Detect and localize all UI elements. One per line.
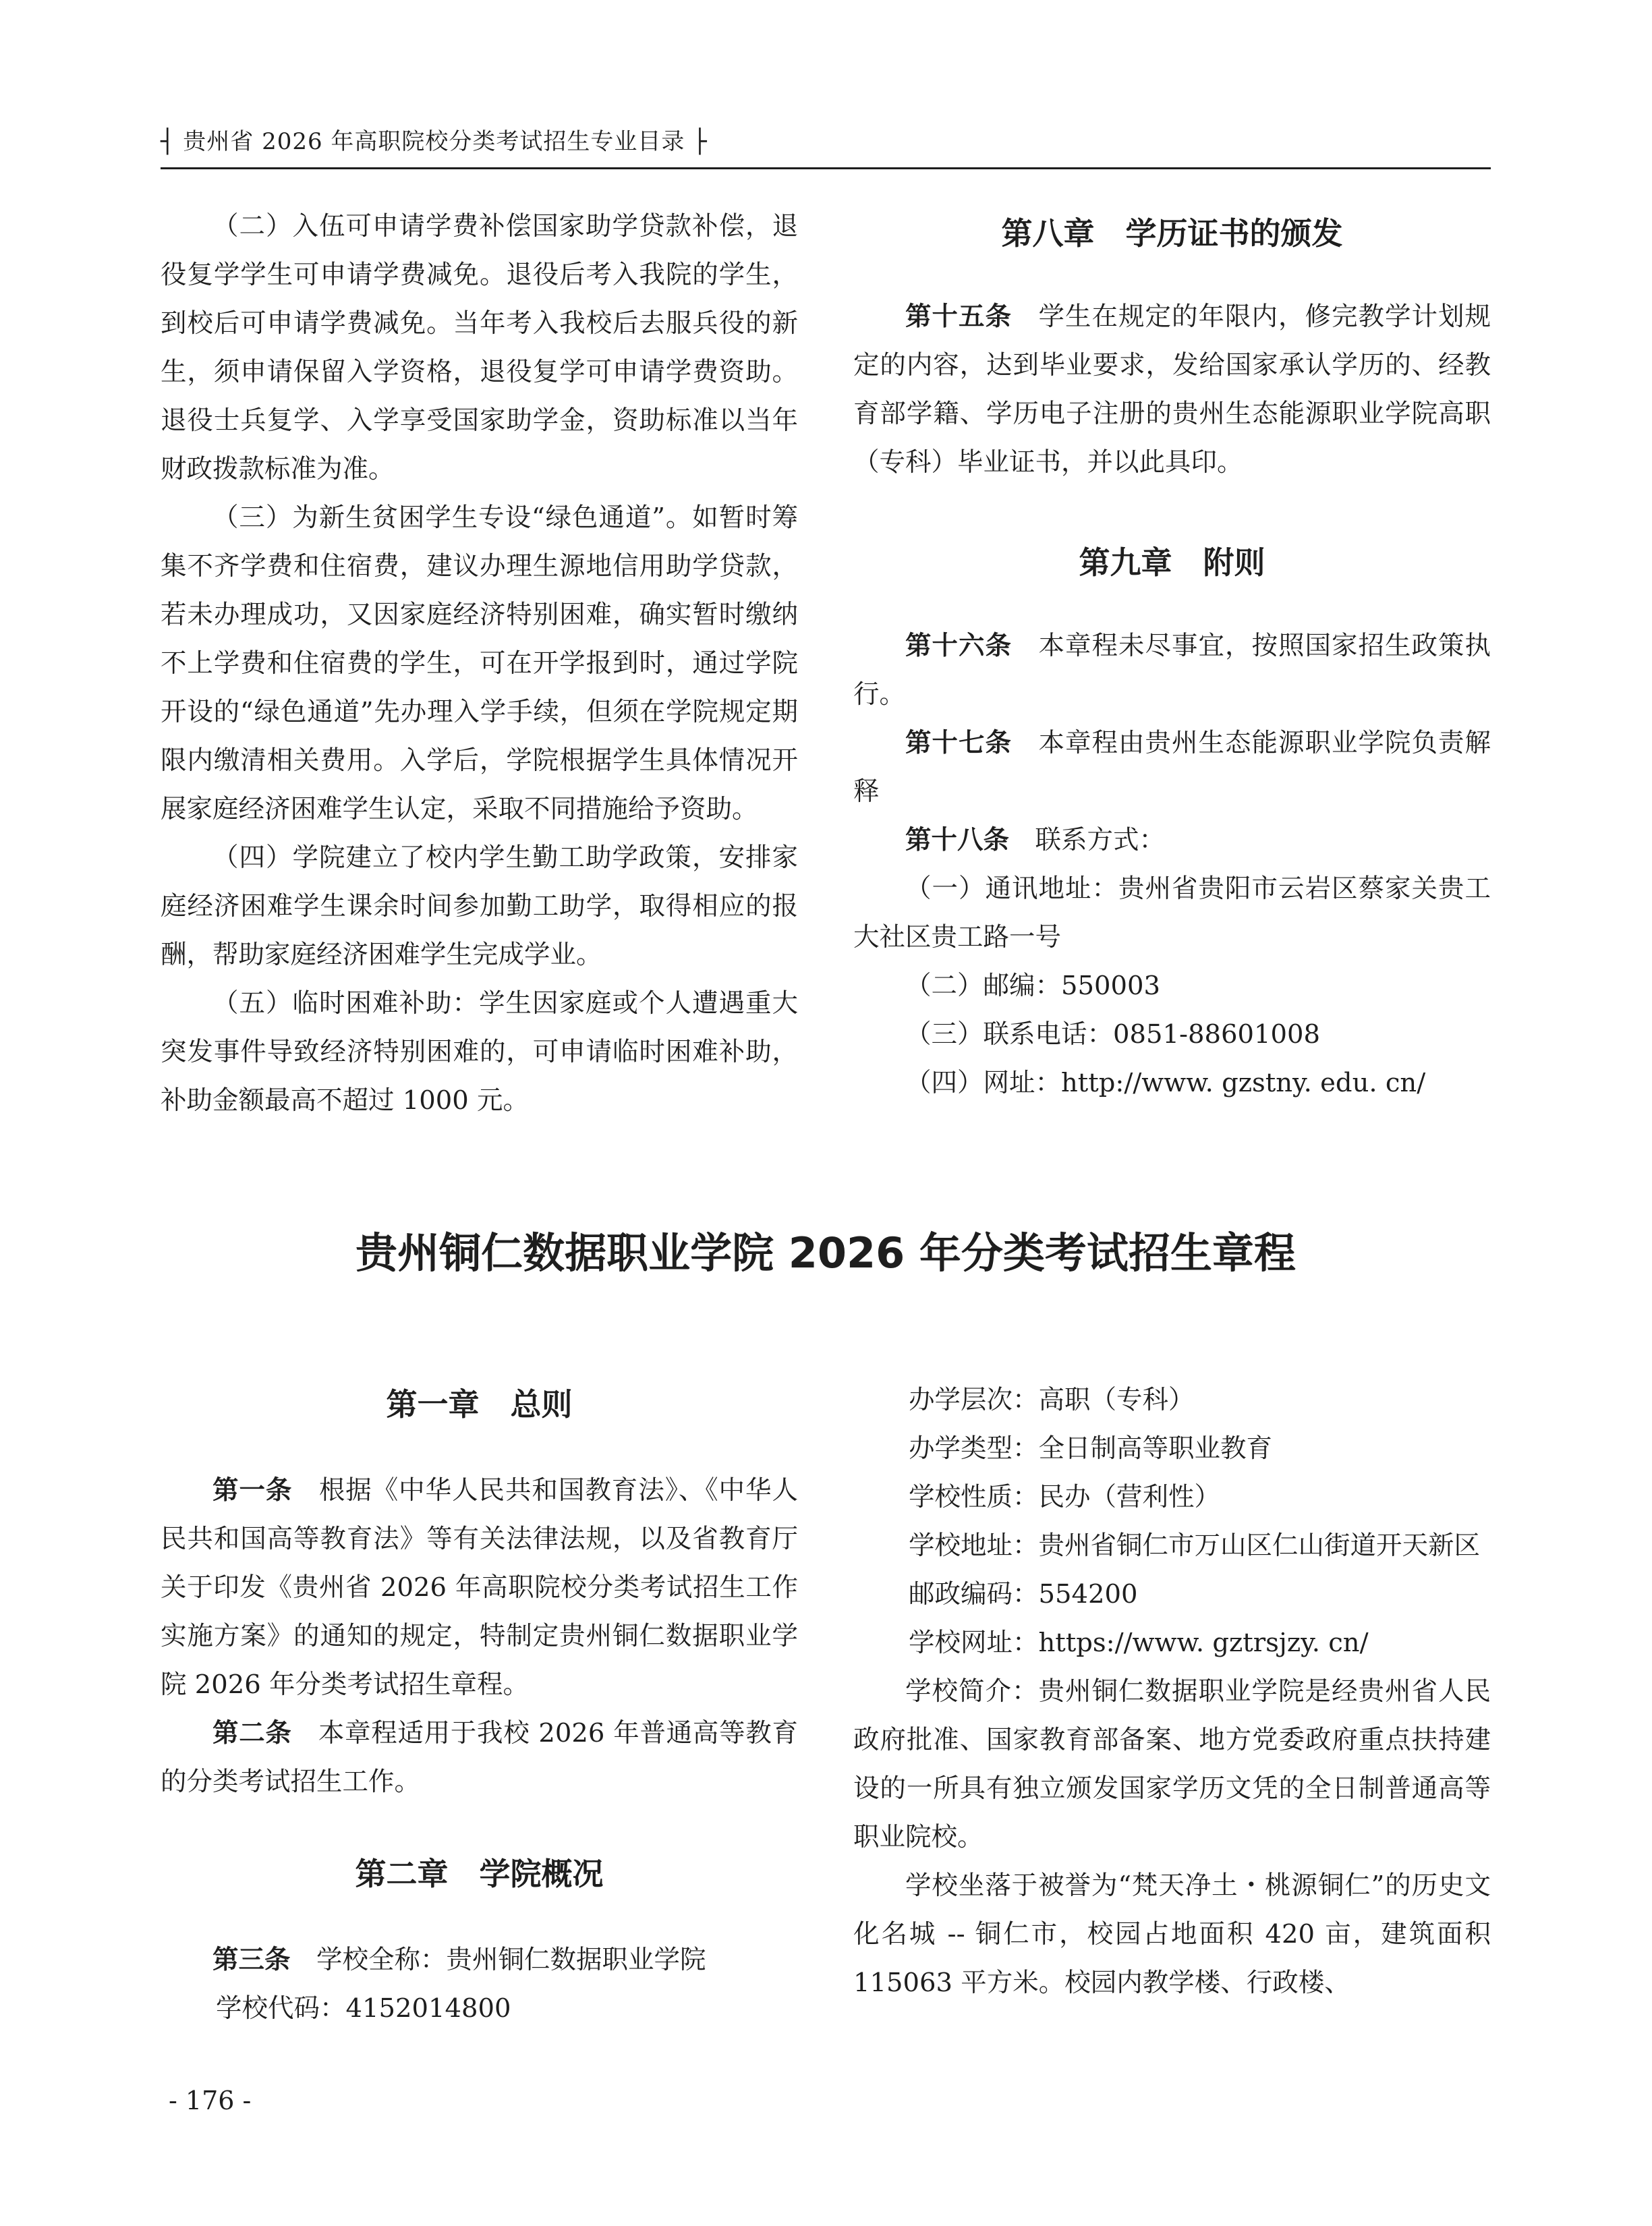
info-line: 学校地址：贵州省铜仁市万山区仁山街道开天新区 bbox=[909, 1531, 1481, 1561]
article-label: 第十八条 bbox=[905, 825, 1010, 855]
article-label: 第一条 bbox=[212, 1475, 293, 1506]
info-line: 办学层次：高职（专科） bbox=[909, 1385, 1195, 1415]
contact-item: （二）邮编：550003 bbox=[905, 971, 1160, 1001]
article-label: 第三条 bbox=[212, 1945, 291, 1975]
running-header bbox=[161, 116, 1491, 170]
chapter-heading: 第一章 总则 bbox=[386, 1386, 573, 1423]
article-18 bbox=[853, 816, 1491, 865]
paragraph: （二）入伍可申请学费补偿国家助学贷款补偿，退役复学学生可申请学费减免。退役后考入我院的学生，到校后可申请学费减免。当年考入我校后去服兵役的新生，须申请保留入学资格，退役复学可申请学费资助。退役士兵复学、入学享受国家助学金，资助标准以当年财政拨款标准为准。 bbox=[161, 211, 798, 484]
article-3 bbox=[161, 1936, 798, 1985]
article-text: 联系方式： bbox=[1035, 825, 1166, 855]
school-intro: 学校坐落于被誉为“梵天净土・桃源铜仁”的历史文化名城 -- 铜仁市，校园占地面积 420 亩，建筑面积 115063 平方米。校园内教学楼、行政楼、 bbox=[853, 1871, 1491, 1998]
page-number: - 176 - bbox=[169, 2086, 252, 2115]
contact-item: （三）联系电话：0851-88601008 bbox=[905, 1019, 1320, 1050]
info-line: 邮政编码：554200 bbox=[909, 1579, 1138, 1609]
contact-item: （一）通讯地址：贵州省贵阳市云岩区蔡家关贵工大社区贵工路一号 bbox=[853, 874, 1491, 952]
article-label: 第十五条 bbox=[905, 302, 1012, 332]
bottom-right-column bbox=[853, 1376, 1491, 2007]
info-line: 办学类型：全日制高等职业教育 bbox=[909, 1433, 1273, 1464]
header-rule bbox=[161, 167, 1491, 169]
article-label: 第十六条 bbox=[905, 631, 1012, 661]
article-text: 学生在规定的年限内，修完教学计划规定的内容，达到毕业要求，发给国家承认学历的、经教育部学籍、学历电子注册的贵州生态能源职业学院高职（专科）毕业证书，并以此具印。 bbox=[853, 302, 1491, 478]
bottom-left-column bbox=[161, 1380, 798, 2033]
info-line: 学校性质：民办（营利性） bbox=[909, 1482, 1221, 1512]
paragraph: （三）为新生贫困学生专设“绿色通道”。如暂时筹集不齐学费和住宿费，建议办理生源地信用助学贷款，若未办理成功，又因家庭经济特别困难，确实暂时缴纳不上学费和住宿费的学生，可在开学报到时，通过学院开设的“绿色通道”先办理入学手续，但须在学院规定期限内缴清相关费用。入学后，学院根据学生具体情况开展家庭经济困难学生认定，采取不同措施给予资助。 bbox=[161, 503, 798, 824]
article-1 bbox=[161, 1466, 798, 1709]
article-label: 第十七条 bbox=[905, 728, 1012, 758]
school-intro: 学校简介：贵州铜仁数据职业学院是经贵州省人民政府批准、国家教育部备案、地方党委政府重点扶持建设的一所具有独立颁发国家学历文凭的全日制普通高等职业院校。 bbox=[853, 1676, 1491, 1852]
header-text: ┤ 贵州省 2026 年高职院校分类考试招生专业目录 ├ bbox=[161, 128, 708, 155]
paragraph: （四）学院建立了校内学生勤工助学政策，安排家庭经济困难学生课余时间参加勤工助学，取得相应的报酬，帮助家庭经济困难学生完成学业。 bbox=[161, 843, 798, 970]
article-16 bbox=[853, 622, 1491, 719]
paragraph: （五）临时困难补助：学生因家庭或个人遭遇重大突发事件导致经济特别困难的，可申请临时困难补助，补助金额最高不超过 1000 元。 bbox=[161, 988, 798, 1116]
top-left-column bbox=[161, 202, 798, 1125]
article-text: 本章程适用于我校 2026 年普通高等教育的分类考试招生工作。 bbox=[161, 1718, 798, 1797]
contact-item: （四）网址：http://www. gzstny. edu. cn/ bbox=[905, 1068, 1426, 1098]
school-code: 学校代码：4152014800 bbox=[216, 1993, 511, 2024]
article-label: 第二条 bbox=[212, 1718, 292, 1748]
chapter-heading: 第二章 学院概况 bbox=[355, 1856, 604, 1892]
info-line: 学校网址：https://www. gztrsjzy. cn/ bbox=[909, 1628, 1369, 1658]
article-text: 本章程由贵州生态能源职业学院负责解释 bbox=[853, 728, 1491, 807]
chapter-heading: 第八章 学历证书的颁发 bbox=[1001, 215, 1343, 252]
document-title: 贵州铜仁数据职业学院 2026 年分类考试招生章程 bbox=[355, 1228, 1296, 1278]
article-17 bbox=[853, 719, 1491, 816]
article-text: 本章程未尽事宜，按照国家招生政策执行。 bbox=[853, 631, 1491, 710]
top-right-column bbox=[853, 209, 1491, 1108]
article-2 bbox=[161, 1709, 798, 1806]
article-text: 学校全称：贵州铜仁数据职业学院 bbox=[316, 1945, 706, 1975]
article-15 bbox=[853, 293, 1491, 487]
article-text: 根据《中华人民共和国教育法》、《中华人民共和国高等教育法》等有关法律法规，以及省教育厅关于印发《贵州省 2026 年高职院校分类考试招生工作实施方案》的通知的规定，特制定贵州铜仁数据职业学院 2026 年分类考试招生章程。 bbox=[161, 1475, 798, 1700]
chapter-heading: 第九章 附则 bbox=[1079, 544, 1265, 581]
